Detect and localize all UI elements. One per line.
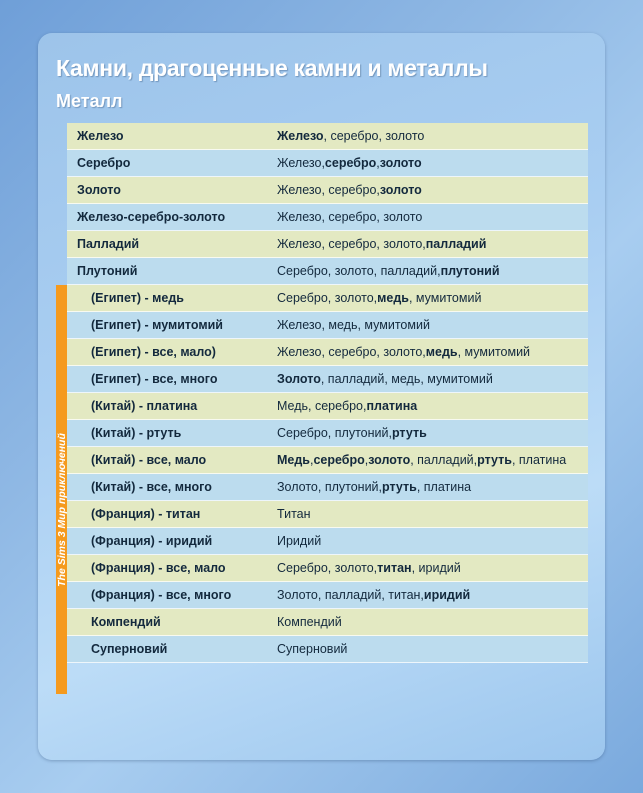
table-row bbox=[56, 420, 588, 447]
table-row bbox=[56, 258, 588, 285]
row-value: Железо , серебро, золото bbox=[267, 123, 588, 150]
expansion-pack-side-label bbox=[56, 325, 67, 694]
table-row bbox=[56, 609, 588, 636]
row-value: Железо, серебро, золото bbox=[267, 204, 588, 231]
row-name: (Китай) - все, мало bbox=[67, 447, 267, 474]
row-name: (Египет) - все, мало) bbox=[67, 339, 267, 366]
row-name: (Китай) - все, много bbox=[67, 474, 267, 501]
row-value: Железо, медь, мумитомий bbox=[267, 312, 588, 339]
row-name: (Китай) - платина bbox=[67, 393, 267, 420]
row-name: Палладий bbox=[67, 231, 267, 258]
table-row bbox=[56, 204, 588, 231]
row-value: Медь , серебро , золото , палладий, ртуть , платина bbox=[267, 447, 588, 474]
row-name: Железо-серебро-золото bbox=[67, 204, 267, 231]
table-row bbox=[56, 555, 588, 582]
row-value: Серебро, золото, титан , иридий bbox=[267, 555, 588, 582]
row-value: Железо, серебро , золото bbox=[267, 150, 588, 177]
table-row bbox=[56, 393, 588, 420]
table-row bbox=[56, 366, 588, 393]
table-row bbox=[56, 339, 588, 366]
row-marker bbox=[56, 177, 67, 204]
page-title: Камни, драгоценные камни и металлы bbox=[56, 55, 488, 81]
info-card bbox=[38, 33, 605, 760]
row-name: (Франция) - все, мало bbox=[67, 555, 267, 582]
row-marker bbox=[56, 285, 67, 312]
row-name: (Египет) - мумитомий bbox=[67, 312, 267, 339]
row-name: (Франция) - титан bbox=[67, 501, 267, 528]
metals-table bbox=[56, 123, 588, 663]
table-row bbox=[56, 177, 588, 204]
row-value: Железо, серебро, золото, медь , мумитомий bbox=[267, 339, 588, 366]
row-value: Компендий bbox=[267, 609, 588, 636]
row-name: (Китай) - ртуть bbox=[67, 420, 267, 447]
row-marker bbox=[56, 204, 67, 231]
row-value: Железо, серебро, золото, палладий bbox=[267, 231, 588, 258]
row-name: Плутоний bbox=[67, 258, 267, 285]
row-value: Золото , палладий, медь, мумитомий bbox=[267, 366, 588, 393]
table-row bbox=[56, 123, 588, 150]
row-value: Суперновий bbox=[267, 636, 588, 663]
table-row bbox=[56, 231, 588, 258]
table-row bbox=[56, 528, 588, 555]
row-value: Золото, плутоний, ртуть , платина bbox=[267, 474, 588, 501]
expansion-pack-side-label-text: The Sims 3 Мир приключений bbox=[55, 432, 68, 587]
row-value: Железо, серебро, золото bbox=[267, 177, 588, 204]
row-value: Иридий bbox=[267, 528, 588, 555]
row-marker bbox=[56, 123, 67, 150]
section-subtitle: Металл bbox=[56, 91, 123, 111]
row-name: Суперновий bbox=[67, 636, 267, 663]
table-row bbox=[56, 285, 588, 312]
row-name: Серебро bbox=[67, 150, 267, 177]
table-row bbox=[56, 447, 588, 474]
row-value: Серебро, золото, палладий, плутоний bbox=[267, 258, 588, 285]
table-row bbox=[56, 312, 588, 339]
row-name: (Египет) - медь bbox=[67, 285, 267, 312]
row-marker bbox=[56, 258, 67, 285]
table-row bbox=[56, 474, 588, 501]
row-value: Золото, палладий, титан, иридий bbox=[267, 582, 588, 609]
table-row bbox=[56, 636, 588, 663]
table-row bbox=[56, 582, 588, 609]
row-name: Золото bbox=[67, 177, 267, 204]
row-name: Компендий bbox=[67, 609, 267, 636]
row-value: Серебро, золото, медь , мумитомий bbox=[267, 285, 588, 312]
row-value: Медь, серебро, платина bbox=[267, 393, 588, 420]
row-name: (Франция) - иридий bbox=[67, 528, 267, 555]
table-row bbox=[56, 150, 588, 177]
row-value: Титан bbox=[267, 501, 588, 528]
row-name: Железо bbox=[67, 123, 267, 150]
row-marker bbox=[56, 231, 67, 258]
row-name: (Франция) - все, много bbox=[67, 582, 267, 609]
row-value: Серебро, плутоний, ртуть bbox=[267, 420, 588, 447]
row-name: (Египет) - все, много bbox=[67, 366, 267, 393]
row-marker bbox=[56, 150, 67, 177]
table-row bbox=[56, 501, 588, 528]
